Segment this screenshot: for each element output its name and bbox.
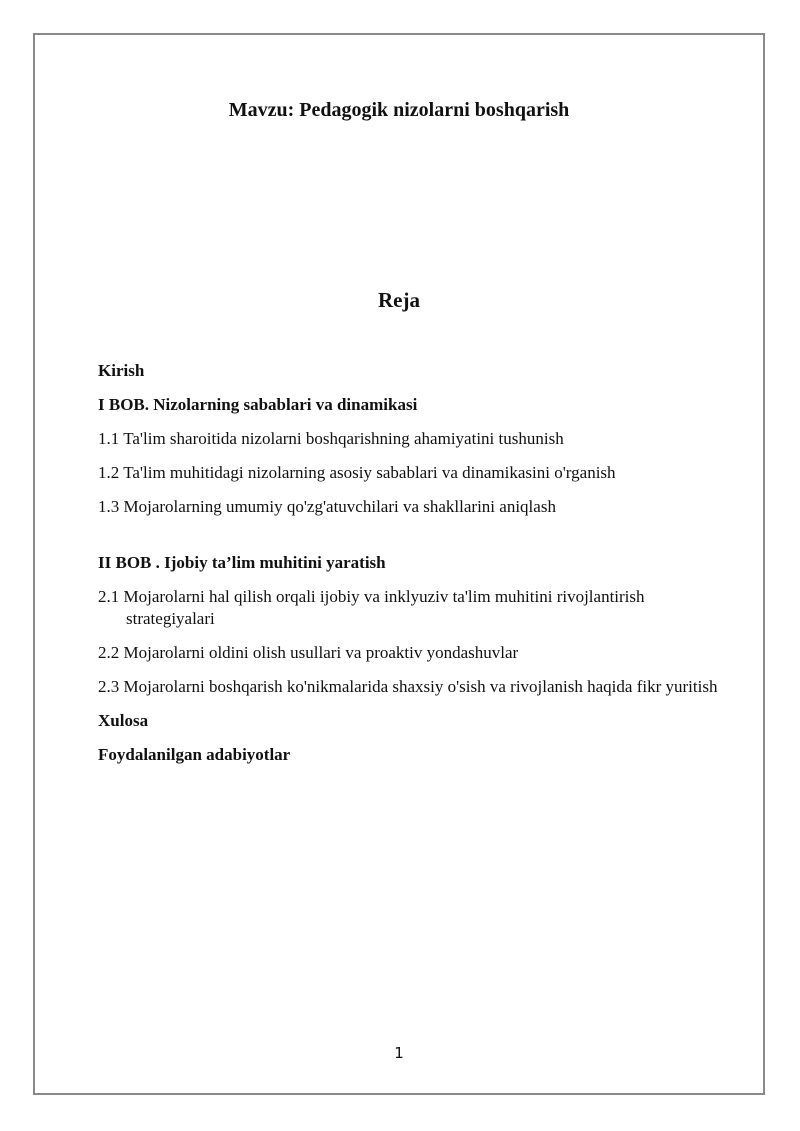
toc-item-1-1: 1.1 Ta'lim sharoitida nizolarni boshqarishning ahamiyatini tushunish (98, 429, 564, 448)
toc-item-2-2: 2.2 Mojarolarni oldini olish usullari va proaktiv yondashuvlar (98, 643, 519, 662)
toc-references: Foydalanilgan adabiyotlar (98, 745, 291, 764)
toc-item-2-1: 2.1 Mojarolarni hal qilish orqali ijobiy va inklyuziv ta'lim muhitini rivojlantirish strategiyalari (98, 587, 645, 628)
toc-item-2-3: 2.3 Mojarolarni boshqarish ko'nikmalarida shaxsiy o'sish va rivojlanish haqida fikr yuritish (98, 677, 718, 696)
table-of-contents (98, 360, 718, 766)
document-title: Mavzu: Pedagogik nizolarni boshqarish (228, 99, 570, 121)
document-page (33, 33, 765, 1095)
toc-chapter-2: II BOB . Ijobiy ta’lim muhitini yaratish (98, 553, 386, 572)
toc-intro: Kirish (98, 361, 145, 380)
toc-chapter-1: I BOB. Nizolarning sabablari va dinamikasi (98, 395, 418, 414)
page-number: 1 (394, 1044, 404, 1062)
toc-item-1-2: 1.2 Ta'lim muhitidagi nizolarning asosiy sabablari va dinamikasini o'rganish (98, 463, 616, 482)
toc-conclusion: Xulosa (98, 711, 149, 730)
toc-item-1-3: 1.3 Mojarolarning umumiy qo'zg'atuvchilari va shakllarini aniqlash (98, 497, 556, 516)
plan-heading: Reja (378, 288, 420, 312)
